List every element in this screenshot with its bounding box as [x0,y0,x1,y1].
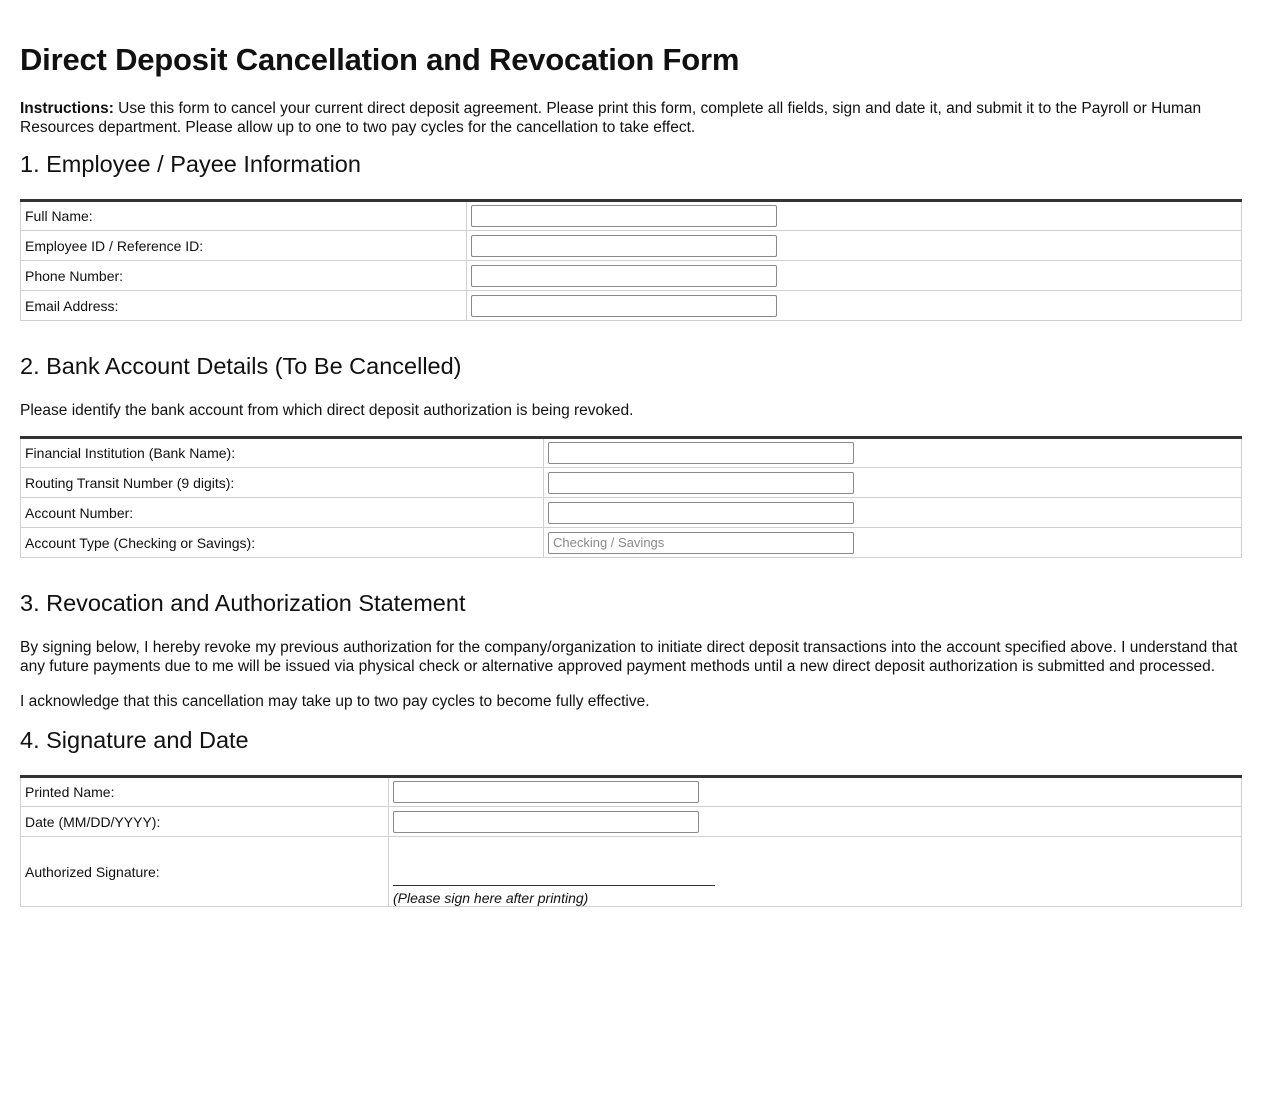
table-row [21,231,1242,261]
section-heading-statement: 3. Revocation and Authorization Statement [20,590,466,616]
table-row [21,777,1242,807]
account-number-cell [544,498,1242,528]
bank-details-table [20,436,1242,558]
section-heading-signature: 4. Signature and Date [20,727,249,753]
printed-name-cell [389,777,1242,807]
phone-number-input[interactable] [471,265,777,287]
account-number-label: Account Number: [21,498,544,528]
table-row [21,438,1242,468]
routing-number-input[interactable] [548,472,854,494]
date-input[interactable] [393,811,699,833]
bank-name-cell [544,438,1242,468]
acknowledgement-paragraph: I acknowledge that this cancellation may take up to two pay cycles to become fully effective. [20,693,650,710]
full-name-cell [467,201,1242,231]
full-name-label: Full Name: [21,201,467,231]
table-row [21,807,1242,837]
table-row [21,201,1242,231]
table-row [21,468,1242,498]
printed-name-label: Printed Name: [21,777,389,807]
bank-name-label: Financial Institution (Bank Name): [21,438,544,468]
table-row [21,837,1242,907]
account-number-input[interactable] [548,502,854,524]
printed-name-input[interactable] [393,781,699,803]
signature-note: (Please sign here after printing) [393,890,589,906]
table-row [21,528,1242,558]
table-row [21,291,1242,321]
signature-table [20,775,1242,907]
section-heading-employee: 1. Employee / Payee Information [20,151,361,177]
instructions [20,99,1242,137]
phone-number-label: Phone Number: [21,261,467,291]
signature-label: Authorized Signature: [21,837,389,907]
email-address-label: Email Address: [21,291,467,321]
signature-cell [389,837,1242,907]
revocation-statement-paragraph: By signing below, I hereby revoke my previous authorization for the company/organization to initiate direct deposit transactions into the account specified above. I understand that any future payments due to me will be issued via physical check or alternative approved payment methods until a new direct deposit authorization is submitted and processed. [20,639,1238,675]
account-type-label: Account Type (Checking or Savings): [21,528,544,558]
email-address-input[interactable] [471,295,777,317]
employee-id-input[interactable] [471,235,777,257]
routing-number-label: Routing Transit Number (9 digits): [21,468,544,498]
table-row [21,261,1242,291]
bank-name-input[interactable] [548,442,854,464]
email-address-cell [467,291,1242,321]
signature-line [393,837,715,886]
table-row [21,498,1242,528]
employee-info-table [20,199,1242,321]
page-title: Direct Deposit Cancellation and Revocation Form [20,42,740,77]
bank-section-note: Please identify the bank account from which direct deposit authorization is being revoked. [20,402,634,419]
full-name-input[interactable] [471,205,777,227]
date-label: Date (MM/DD/YYYY): [21,807,389,837]
date-cell [389,807,1242,837]
section-heading-bank: 2. Bank Account Details (To Be Cancelled) [20,353,462,379]
routing-number-cell [544,468,1242,498]
phone-number-cell [467,261,1242,291]
instructions-label: Instructions: [20,100,114,117]
account-type-input[interactable] [548,532,854,554]
account-type-cell [544,528,1242,558]
instructions-text: Use this form to cancel your current direct deposit agreement. Please print this form, complete all fields, sign and date it, and submit it to the Payroll or Human Resources department. Please allow up to one to two pay cycles for the cancellation to take effect. [20,100,1202,136]
employee-id-cell [467,231,1242,261]
employee-id-label: Employee ID / Reference ID: [21,231,467,261]
